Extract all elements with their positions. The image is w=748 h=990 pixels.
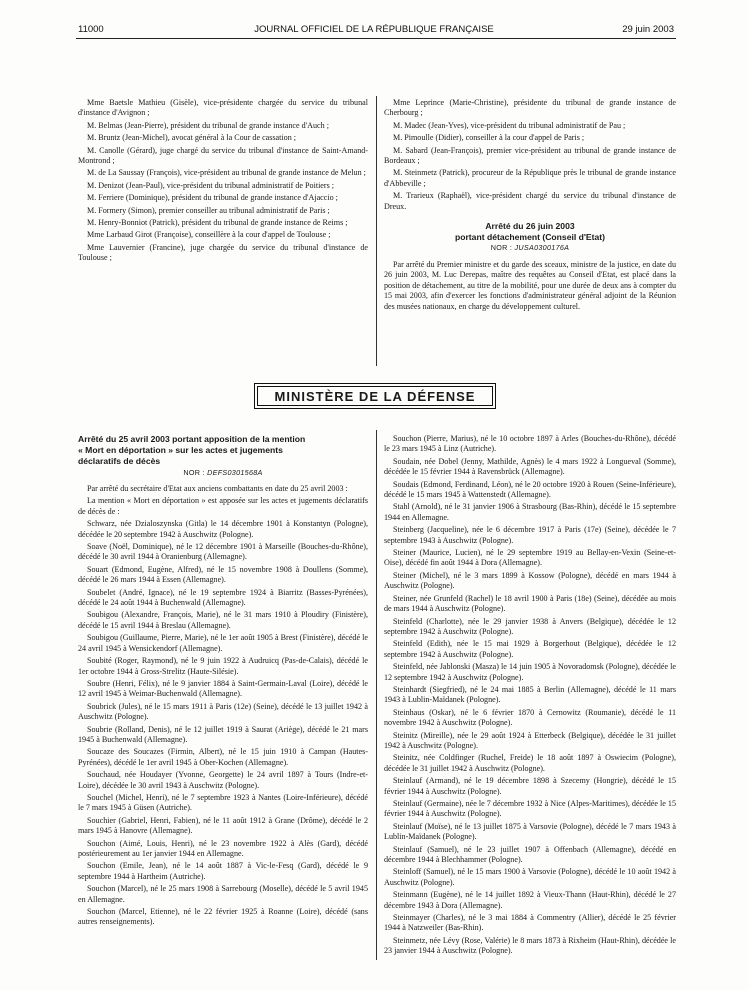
nor-label: NOR : xyxy=(490,243,513,253)
deportation-entry: Soubigou (Guillaume, Pierre, Marie), né le 1er août 1905 à Brest (Finistère), décédé le 24 avril 1945 à Wensickendorf (Allemagne). xyxy=(78,633,368,653)
deportation-entry: Steinitz, née Coldfinger (Ruchel, Freide) le 18 août 1897 à Oswiecim (Pologne), décédée le 31 juillet 1942 à Auschwitz (Pologne). xyxy=(384,753,676,773)
appointment-entry: M. Bruntz (Jean-Michel), avocat général à la Cour de cassation ; xyxy=(87,133,297,143)
deportation-entry: Soucaze des Soucazes (Firmin, Albert), né le 15 juin 1910 à Campan (Hautes-Pyrénées), décédé le 1er avril 1945 à Ober-Kochen (Allemagne). xyxy=(78,747,368,767)
deportation-entry: Souchier (Gabriel, Henri, Fabien), né le 11 août 1912 à Grane (Drôme), décédé le 2 mars 1945 à Hanovre (Allemagne). xyxy=(78,815,368,836)
deportation-entry: Steinmayer (Charles), né le 3 mai 1884 à Commentry (Allier), décédé le 25 février 1944 à Natzweiler (Bas-Rhin). xyxy=(384,913,676,933)
deportation-entry: Soudais (Edmond, Ferdinand, Léon), né le 20 octobre 1920 à Rouen (Seine-Inférieure), décédé le 15 mars 1945 à Wattenstedt (Allemagne). xyxy=(384,479,676,500)
column-divider xyxy=(376,430,377,960)
deportation-entry: Steiner (Michel), né le 3 mars 1899 à Kossow (Pologne), décédé en mars 1944 à Auschwitz (Pologne). xyxy=(384,570,676,591)
deportation-entry: Stahl (Arnold), né le 31 janvier 1906 à Strasbourg (Bas-Rhin), décédé le 15 septembre 1944 en Allemagne. xyxy=(384,502,676,522)
arrete-intro: La mention « Mort en déportation » est apposée sur les actes et jugements déclaratifs de décès de : xyxy=(78,496,368,516)
appointment-entry: M. Formery (Simon), premier conseiller au tribunal administratif de Paris ; xyxy=(87,205,330,215)
nor-code: DEFS0301568A xyxy=(207,467,263,477)
deportation-entry: Steinloff (Samuel), né le 15 mars 1900 à Varsovie (Pologne), décédé le 10 août 1942 à Auschwitz (Pologne). xyxy=(384,867,676,887)
deportation-entry: Soave (Noël, Dominique), né le 12 décembre 1901 à Marseille (Bouches-du-Rhône), décédé le 30 avril 1944 à Oranienburg (Allemagne). xyxy=(78,542,368,562)
appointment-entry: Mme Baetsle Mathieu (Gisèle), vice-présidente chargée du service du tribunal d'instance d'Avignon ; xyxy=(78,98,368,118)
deportation-entry: Souart (Edmond, Eugène, Alfred), né le 15 novembre 1908 à Doullens (Somme), décédé le 26 mars 1944 à Essen (Allemagne). xyxy=(78,564,368,585)
appointment-entry: M. Canolle (Gérard), juge chargé du service du tribunal d'instance de Saint-Amand-Montrond ; xyxy=(78,145,368,166)
deportation-entry: Steinfeld (Charlotte), née le 29 janvier 1938 à Anvers (Belgique), décédée le 12 septembre 1942 à Auschwitz (Pologne). xyxy=(384,616,676,636)
issue-date: 29 juin 2003 xyxy=(622,24,674,35)
ministry-title: MINISTÈRE DE LA DÉFENSE xyxy=(257,386,493,406)
page-number: 11000 xyxy=(78,24,104,35)
deportation-entry: Steinfeld, née Jablonski (Masza) le 14 juin 1905 à Novoradomsk (Pologne), décédée le 12 septembre 1942 à Auschwitz (Pologne). xyxy=(384,662,676,682)
bottom-left-column xyxy=(78,434,368,930)
deportation-entry: Steinlauf (Germaine), née le 7 décembre 1932 à Nice (Alpes-Maritimes), décédée le 15 février 1944 à Auschwitz (Pologne). xyxy=(384,799,676,819)
appointment-entry: M. Denizot (Jean-Paul), vice-président du tribunal administratif de Poitiers ; xyxy=(87,180,335,190)
appointment-entry: M. Belmas (Jean-Pierre), président du tribunal de grande instance d'Auch ; xyxy=(87,120,329,130)
nor-code: JUSA0300176A xyxy=(514,243,570,253)
appointment-entry: Mme Larbaud Girot (Françoise), conseillère à la cour d'appel de Toulouse ; xyxy=(87,230,331,240)
bottom-right-column xyxy=(384,434,676,959)
top-left-column xyxy=(78,98,368,266)
deportation-entry: Soubrick (Jules), né le 15 mars 1911 à Paris (12e) (Seine), décédé le 13 juillet 1942 à Auschwitz (Pologne). xyxy=(78,701,368,722)
appointment-entry: Mme Lauvernier (Francine), juge chargée du service du tribunal d'instance de Toulouse ; xyxy=(78,242,368,263)
nor-label: NOR : xyxy=(183,467,205,477)
deportation-entry: Steinhaus (Oskar), né le 6 février 1870 à Cernowitz (Roumanie), décédé le 11 novembre 1942 à Auschwitz (Pologne). xyxy=(384,707,676,728)
deportation-entry: Souchon (Marcel), né le 25 mars 1908 à Sarrebourg (Moselle), décédé le 5 avril 1945 en Allemagne. xyxy=(78,884,368,904)
deportation-entry: Souchel (Michel, Henri), né le 7 septembre 1923 à Nantes (Loire-Inférieure), décédé le 7 mars 1945 à Güsen (Autriche). xyxy=(78,792,368,813)
nor-reference xyxy=(78,468,368,478)
deportation-entry: Steinmetz, née Lévy (Rose, Valérie) le 8 mars 1873 à Rixheim (Haut-Rhin), décédée le 23 janvier 1944 à Auschwitz (Pologne). xyxy=(384,935,676,956)
arrete-body: Par arrêté du Premier ministre et du garde des sceaux, ministre de la justice, en date du 26 juin 2003, M. Luc Derepas, maître des requêtes au Conseil d'Etat, est placé dans la position de détachement, au titre de la mobilité, pour une durée de deux ans à compter du 15 mai 2003, afin d'exercer les fonctions d'administrateur général adjoint de la Réunion des musées nationaux, en charge du développement culturel. xyxy=(384,259,676,311)
deportation-entry: Steinlauf (Samuel), né le 23 juillet 1907 à Offenbach (Allemagne), décédé en décembre 1944 à Blechhammer (Pologne). xyxy=(384,844,676,865)
journal-title: JOURNAL OFFICIEL DE LA RÉPUBLIQUE FRANÇAISE xyxy=(254,24,494,35)
nor-reference xyxy=(384,243,676,253)
deportation-entry: Steinitz (Mireille), née le 29 août 1924 à Etterbeck (Belgique), décédée le 31 juillet 1942 à Auschwitz (Pologne). xyxy=(384,730,676,750)
ministry-banner xyxy=(254,383,496,409)
deportation-entry: Souchaud, née Houdayer (Yvonne, Georgette) le 24 avril 1897 à Tours (Indre-et-Loire), décédée le 30 avril 1943 à Auschwitz (Pologne). xyxy=(78,770,368,790)
appointment-entry: M. Steinmetz (Patrick), procureur de la République près le tribunal de grande instance d'Abbeville ; xyxy=(384,168,676,188)
deportation-entry: Steinmann (Eugène), né le 14 juillet 1892 à Vieux-Thann (Haut-Rhin), décédé le 27 décembre 1943 à Dora (Allemagne). xyxy=(384,890,676,910)
arrete-title-line: « Mort en déportation » sur les actes et jugements xyxy=(78,445,283,456)
arrete-subtitle: portant détachement (Conseil d'Etat) xyxy=(454,232,606,243)
deportation-entry: Soubelet (André, Ignace), né le 19 septembre 1924 à Biarritz (Basses-Pyrénées), décédé le 24 août 1944 à Buchenwald (Allemagne). xyxy=(78,587,368,608)
header-rule xyxy=(76,38,676,39)
deportation-entry: Soubrie (Rolland, Denis), né le 12 juillet 1919 à Saurat (Ariège), décédé le 21 mars 1945 à Buchenwald (Allemagne). xyxy=(78,724,368,744)
arrete-title-line: déclaratifs de décès xyxy=(78,456,161,467)
deportation-entry: Steinhardt (Siegfried), né le 24 mai 1885 à Berlin (Allemagne), décédé le 11 mars 1943 à Lublin-Maïdanek (Pologne). xyxy=(384,684,676,705)
appointment-entry: M. Ferriere (Dominique), président du tribunal de grande instance d'Ajaccio ; xyxy=(87,193,338,203)
column-divider xyxy=(376,96,377,366)
arrete-title: Arrêté du 26 juin 2003 xyxy=(485,221,575,232)
deportation-entry: Soubre (Henri, Félix), né le 9 janvier 1884 à Saint-Germain-Laval (Loire), décédé le 12 avril 1945 à Weimar-Buchenwald (Allemagne). xyxy=(78,678,368,699)
appointment-entry: M. Trarieux (Raphaël), vice-président chargé du service du tribunal d'instance de Dreux. xyxy=(384,191,676,211)
appointment-entry: M. de La Saussay (François), vice-président au tribunal de grande instance de Melun ; xyxy=(87,168,366,178)
appointment-entry: Mme Leprince (Marie-Christine), présidente du tribunal de grande instance de Cherbourg ; xyxy=(384,98,676,118)
deportation-entry: Steiner (Maurice, Lucien), né le 29 septembre 1919 au Bellay-en-Vexin (Seine-et-Oise), décédé fin août 1944 à Dora (Allemagne). xyxy=(384,548,676,568)
appointment-entry: M. Pimoulle (Didier), conseiller à la cour d'appel de Paris ; xyxy=(393,133,585,143)
deportation-entry: Steinlauf (Armand), né le 19 décembre 1898 à Szecemy (Hongrie), décédé le 15 février 1944 à Auschwitz (Pologne). xyxy=(384,776,676,796)
deportation-entry: Steinfeld (Edith), née le 15 mai 1929 à Borgerhout (Belgique), décédée le 12 septembre 1942 à Auschwitz (Pologne). xyxy=(384,639,676,659)
deportation-entry: Steinlauf (Moïse), né le 13 juillet 1875 à Varsovie (Pologne), décédé le 7 mars 1943 à Lublin-Maïdanek (Pologne). xyxy=(384,821,676,842)
deportation-entry: Soubité (Roger, Raymond), né le 9 juin 1922 à Audruicq (Pas-de-Calais), décédé le 1er octobre 1944 à Gross-Strelitz (Haute-Silésie). xyxy=(78,656,368,676)
appointment-entry: M. Sabard (Jean-François), premier vice-président au tribunal de grande instance de Bordeaux ; xyxy=(384,145,676,166)
top-right-column xyxy=(384,98,676,314)
deportation-entry: Soudain, née Dobel (Jenny, Mathilde, Agnès) le 4 mars 1922 à Longueval (Somme), décédée le 15 février 1944 à Ravensbrück (Allemagne). xyxy=(384,456,676,477)
arrete-intro: Par arrêté du secrétaire d'Etat aux anciens combattants en date du 25 avril 2003 : xyxy=(87,484,348,494)
deportation-entry: Steiner, née Grunfeld (Rachel) le 18 avril 1900 à Paris (18e) (Seine), décédée au mois de mars 1944 à Auschwitz (Pologne). xyxy=(384,593,676,614)
deportation-entry: Souchon (Marcel, Etienne), né le 22 février 1925 à Roanne (Loire), décédé (sans autres renseignements). xyxy=(78,907,368,927)
appointment-entry: M. Madec (Jean-Yves), vice-président du tribunal administratif de Pau ; xyxy=(393,120,626,130)
deportation-entry: Souchon (Emile, Jean), né le 14 août 1887 à Vic-le-Fesq (Gard), décédé le 9 septembre 1944 à Hartheim (Autriche). xyxy=(78,861,368,881)
deportation-entry: Soubigou (Alexandre, François, Marie), né le 31 mars 1910 à Ploudiry (Finistère), décédé le 15 avril 1944 à Breslau (Allemagne). xyxy=(78,610,368,630)
arrete-title: Arrêté du 25 avril 2003 portant apposition de la mention xyxy=(78,434,306,444)
deportation-entry: Souchon (Pierre, Marius), né le 10 octobre 1897 à Arles (Bouches-du-Rhône), décédé le 23 mars 1945 à Linz (Autriche). xyxy=(384,434,676,454)
deportation-entry: Steinberg (Jacqueline), née le 6 décembre 1917 à Paris (17e) (Seine), décédée le 7 septembre 1943 à Auschwitz (Pologne). xyxy=(384,525,676,545)
appointment-entry: M. Henry-Bonniot (Patrick), président du tribunal de grande instance de Reims ; xyxy=(87,218,348,228)
deportation-entry: Schwarz, née Dzialoszynska (Gitla) le 14 décembre 1901 à Konstantyn (Pologne), décédée le 20 septembre 1942 à Auschwitz (Pologne). xyxy=(78,519,368,539)
deportation-entry: Souchon (Aimé, Louis, Henri), né le 23 novembre 1922 à Alès (Gard), décédé postérieurement au 1er janvier 1944 en Allemagne. xyxy=(78,838,368,859)
